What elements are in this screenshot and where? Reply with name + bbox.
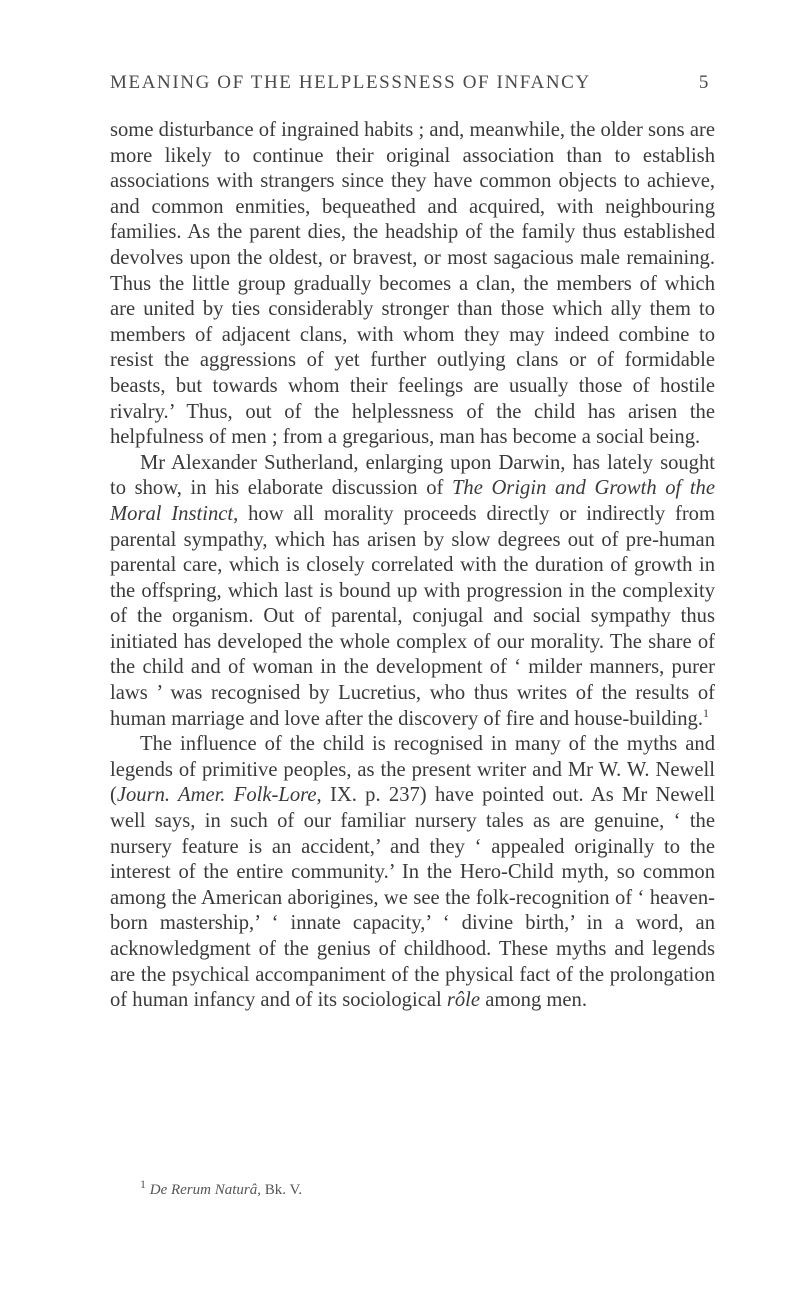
paragraph-2-text-b: , how all morality proceeds directly or indirectly from parental sympathy, which has arisen by slow degrees out of pre-human parental care, which is closely correlated with the duration of growth in the offspring, which last is bound up with progression in the complexity of the organism. Out of parental, conjugal and social sympathy thus initiated has developed the whole complex of our morality. The share of the child and of woman in the development of ‘ milder manners, purer laws ’ was recognised by Lucretius, who thus writes of the results of human marriage and love after the discovery of fire and house-building. (110, 502, 715, 730)
body-text (110, 118, 715, 1014)
paragraph-2-text-a: Mr Alexander Sutherland, enlarging upon Darwin, has lately sought to show, in his elaborate discussion of (110, 451, 715, 500)
journal-title-italic: Journ. Amer. Folk-Lore (116, 784, 317, 807)
paragraph-3-text-c: among men. (480, 989, 587, 1012)
paragraph-2 (110, 451, 715, 733)
book-title-italic: The Origin and Growth of the Moral Instinct (110, 477, 715, 525)
paragraph-3 (110, 732, 715, 1014)
footnote-title: De Rerum Naturâ (149, 1182, 258, 1198)
page-number: 5 (698, 72, 710, 93)
running-head (110, 72, 710, 94)
paragraph-1 (110, 118, 715, 451)
footnote-marker: 1 (140, 1177, 146, 1191)
footnote (140, 1177, 303, 1199)
paragraph-3-text-a: The influence of the child is recognised in many of the myths and legends of primitive peoples, as the present writer and Mr W. W. Newell ( (110, 733, 715, 807)
footnote-reference: 1 (703, 705, 710, 720)
role-italic: rôle (446, 989, 481, 1012)
paragraph-1-text: some disturbance of ingrained habits ; and, meanwhile, the older sons are more likely to continue their original association than to establish associations with strangers since they have common objects to achieve, and common enmities, bequeathed and acquired, with neighbouring families. As the parent dies, the headship of the family thus established devolves upon the oldest, or bravest, or most sagacious male remaining. Thus the little group gradually becomes a clan, the members of which are united by ties considerably stronger than those which ally them to members of adjacent clans, with whom they may indeed combine to resist the aggressions of yet further outlying clans or of formidable beasts, but towards whom their feelings are usually those of hostile rivalry.’ Thus, out of the helplessness of the child has arisen the helpfulness of men ; from a gregarious, man has become a social being. (110, 119, 715, 449)
footnote-rest: , Bk. V. (257, 1182, 303, 1198)
running-title: MEANING OF THE HELPLESSNESS OF INFANCY (110, 72, 591, 93)
paragraph-3-text-b: , IX. p. 237) have pointed out. As Mr Newell well says, in such of our familiar nursery tales as are genuine, ‘ the nursery feature is an accident,’ and they ‘ appealed originally to the interest of the entire community.’ In the Hero-Child myth, so common among the American aborigines, we see the folk-recognition of ‘ heaven-born mastership,’ ‘ innate capacity,’ ‘ divine birth,’ in a word, an acknowledgment of the genius of childhood. These myths and legends are the psychical accompaniment of the physical fact of the prolongation of human infancy and of its sociological (110, 784, 716, 1012)
